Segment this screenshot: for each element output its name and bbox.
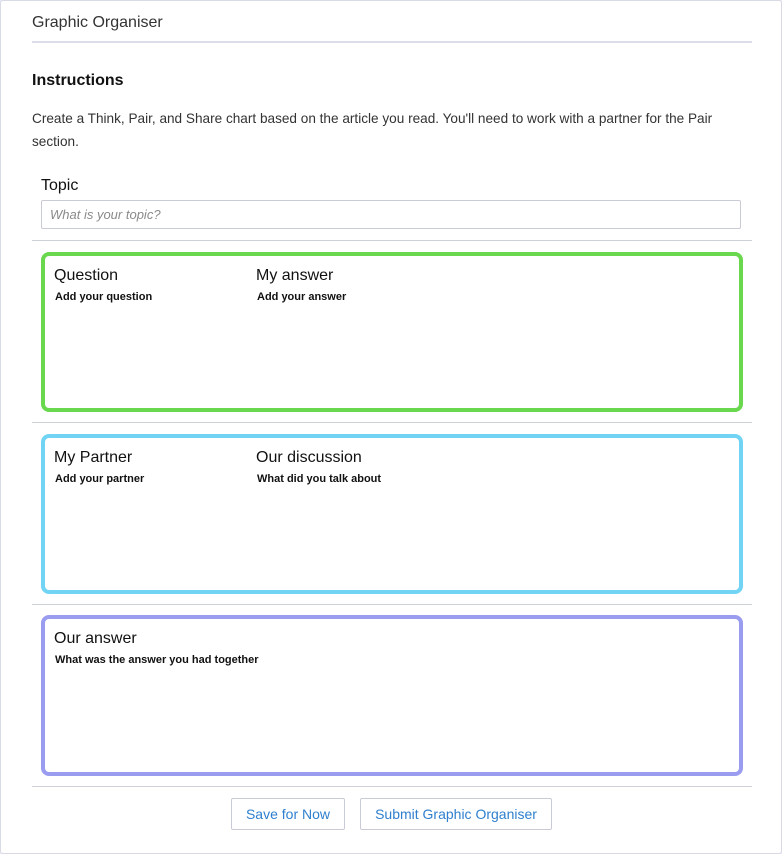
- footer-divider: [32, 786, 752, 787]
- our-answer-column: [54, 629, 495, 667]
- question-field[interactable]: [55, 290, 235, 304]
- partner-field[interactable]: [55, 472, 235, 486]
- discussion-title: Our discussion: [256, 449, 362, 466]
- pair-section: [41, 434, 743, 594]
- partner-title: My Partner: [54, 449, 133, 466]
- instructions-text: Create a Think, Pair, and Share chart based on the article you read. You'll need to work with a partner for the Pair section.: [32, 111, 713, 149]
- our-answer-title: Our answer: [54, 630, 137, 647]
- section-divider: [32, 240, 752, 241]
- share-section: [41, 615, 743, 776]
- discussion-column: [256, 448, 697, 486]
- page-title: Graphic Organiser: [32, 14, 163, 31]
- section-divider: [32, 422, 752, 423]
- section-divider: [32, 604, 752, 605]
- save-for-now-button[interactable]: Save for Now: [231, 798, 345, 830]
- our-answer-field[interactable]: [55, 653, 495, 667]
- topic-label: Topic: [41, 177, 79, 194]
- discussion-field[interactable]: [257, 472, 697, 486]
- question-column: [54, 266, 235, 304]
- my-answer-title: My answer: [256, 267, 334, 284]
- partner-column: [54, 448, 235, 486]
- instructions-heading: Instructions: [32, 72, 124, 89]
- question-title: Question: [54, 267, 119, 284]
- my-answer-column: [256, 266, 697, 304]
- header-divider: [32, 41, 752, 43]
- think-section: [41, 252, 743, 412]
- submit-graphic-organiser-button[interactable]: Submit Graphic Organiser: [360, 798, 552, 830]
- topic-input[interactable]: [41, 200, 741, 229]
- my-answer-field[interactable]: [257, 290, 697, 304]
